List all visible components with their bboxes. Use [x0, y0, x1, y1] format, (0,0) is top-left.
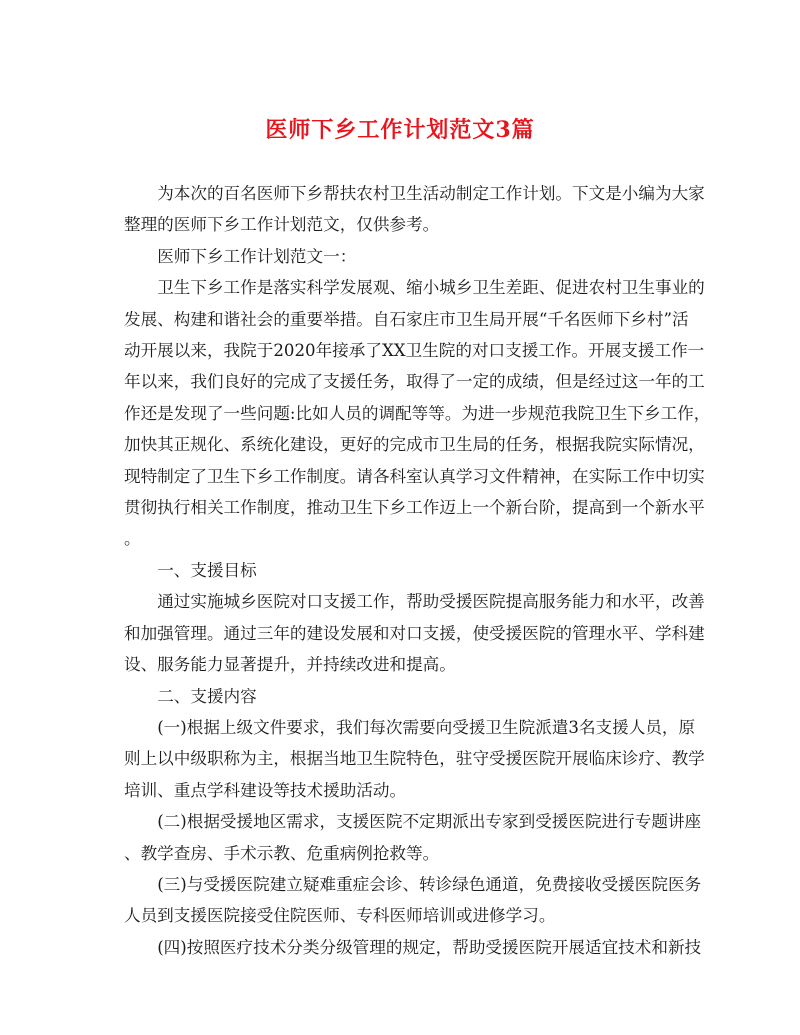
- text-line: 整理的医师下乡工作计划范文，仅供参考。: [124, 215, 440, 235]
- section-heading: 二、支援内容: [157, 686, 257, 706]
- text-line: 卫生下乡工作是落实科学发展观、缩小城乡卫生差距、促进农村卫生事业的: [157, 278, 705, 298]
- text-line: 年以来，我们良好的完成了支援任务，取得了一定的成绩，但是经过这一年的工: [124, 372, 705, 392]
- text-line: 动开展以来，我院于2020年接承了XX卫生院的对口支援工作。开展支援工作一: [124, 341, 705, 361]
- text-line: 作还是发现了一些问题:比如人员的调配等等。为进一步规范我院卫生下乡工作，: [124, 403, 711, 423]
- text-line: 设、服务能力显著提升，并持续改进和提高。: [124, 655, 456, 675]
- text-line: 通过实施城乡医院对口支援工作，帮助受援医院提高服务能力和水平，改善: [157, 592, 705, 612]
- text-line: 、教学查房、手术示教、危重病例抢救等。: [124, 843, 440, 863]
- text-line: 现特制定了卫生下乡工作制度。请各科室认真学习文件精神，在实际工作中切实: [124, 466, 705, 486]
- text-line: 人员到支援医院接受住院医师、专科医师培训或进修学习。: [124, 906, 556, 926]
- section-heading: 一、支援目标: [157, 560, 257, 580]
- text-line: (一)根据上级文件要求，我们每次需要向受援卫生院派遣3名支援人员，原: [157, 717, 696, 737]
- document-body: [124, 178, 711, 963]
- text-line: (三)与受援医院建立疑难重症会诊、转诊绿色通道，免费接收受援医院医务: [157, 874, 702, 894]
- text-line: 则上以中级职称为主，根据当地卫生院特色，驻守受援医院开展临床诊疗、教学: [124, 749, 705, 769]
- text-line: 发展、构建和谐社会的重要举措。自石家庄市卫生局开展“千名医师下乡村”活: [124, 309, 689, 329]
- document-title: 医师下乡工作计划范文3篇: [265, 117, 535, 143]
- text-line: 和加强管理。通过三年的建设发展和对口支援，使受援医院的管理水平、学科建: [124, 623, 705, 643]
- text-line: 加快其正规化、系统化建设，更好的完成市卫生局的任务，根据我院实际情况，: [124, 435, 705, 455]
- text-line: 贯彻执行相关工作制度，推动卫生下乡工作迈上一个新台阶，提高到一个新水平: [124, 498, 705, 518]
- text-line: 培训、重点学科建设等技术援助活动。: [124, 780, 407, 800]
- text-line: (四)按照医疗技术分类分级管理的规定，帮助受援医院开展适宜技术和新技: [157, 937, 702, 957]
- section-heading: 医师下乡工作计划范文一：: [157, 246, 357, 266]
- text-line: 。: [124, 529, 141, 549]
- text-line: (二)根据受援地区需求，支援医院不定期派出专家到受援医院进行专题讲座: [157, 812, 702, 832]
- text-line: 为本次的百名医师下乡帮扶农村卫生活动制定工作计划。下文是小编为大家: [157, 184, 705, 203]
